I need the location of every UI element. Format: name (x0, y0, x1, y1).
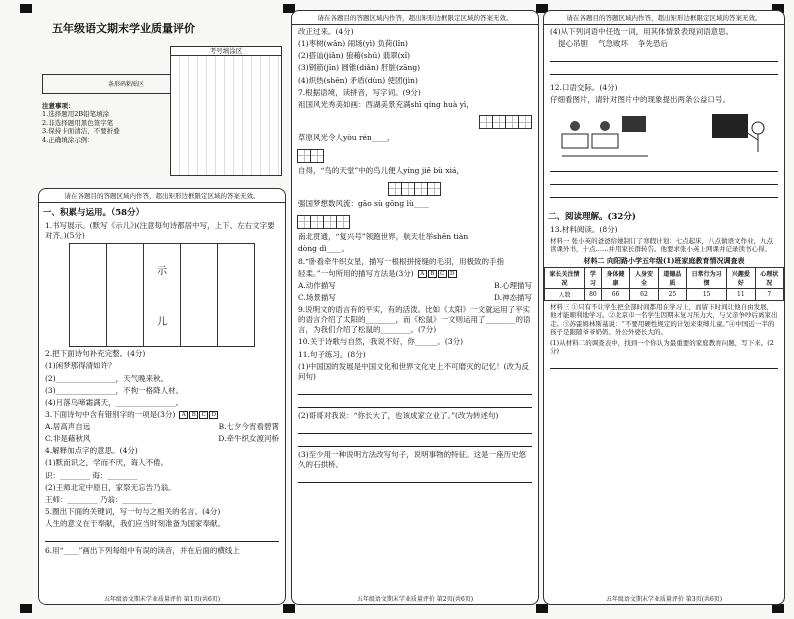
note-item: 1.选择题用2B铅笔填涂 (42, 110, 110, 119)
reading-item[interactable]: (2)搭讪(jiǎn) 狼藉(shǔ) 翡翠(xǐ) (298, 51, 411, 61)
choice-boxes[interactable]: A B C D (418, 270, 457, 278)
question-9[interactable]: 9.说明文的语言有的平实，有的活泼。比如《太阳》一文就运用了平实的语言介绍了太阳的________，而《松鼠》一文则运用了________的语言，为我们介绍了松鼠的________。(7分) (298, 305, 531, 335)
answer-page-2 (291, 10, 539, 605)
barcode-area: 条形码粘贴区 (42, 74, 210, 94)
note-item: 2.非选择题用黑色签字笔 (42, 118, 114, 127)
sentence-task: (1)中国国的发展是中国文化和世界文化史上不可磨灭的记忆！(改为反问句) (298, 361, 530, 381)
option-row: A.动作描写 B.心理描写 (298, 280, 532, 290)
question-5-text: 人生的意义在于奉献，我们应当时刻准备为国家奉献。 (45, 519, 225, 528)
note-item: 4.正确填涂示例： (42, 135, 94, 144)
answer-line[interactable] (550, 175, 778, 185)
question-11: 11.句子练习。(8分) (298, 349, 366, 359)
pinyin-text: dòng dì____。 (298, 244, 350, 254)
answer-page-1 (38, 10, 286, 605)
option-row: C.非是藉秋风 D.牵牛织女渡河桥 (45, 434, 279, 444)
answer-line[interactable]: (2)________________，天气晚来秋。 (45, 373, 169, 383)
question-3: 3.下面诗句中含有错别字的一项是(3分) A B C D (45, 410, 279, 420)
answer-line[interactable] (550, 65, 778, 75)
poem-title-char: 示 (157, 266, 167, 278)
answer-line[interactable] (298, 398, 532, 408)
pinyin-text: 自得，“鸟的天堂”中的鸟儿便人yíng jiē bù xiá， (298, 166, 464, 175)
reading-item[interactable]: (3)钢筋(jīn) 圆锥(diǎn) 肝脏(zāng) (298, 63, 421, 73)
question-8: 8.“卧看牵牛织女星，描写一根根拼接缝的毛羽，用极致的手指 (298, 256, 504, 266)
question-5: 5.圈出下面的关键词，写一句与之相关的名言。(4分) (45, 506, 221, 516)
sentence-task: (3)至少用一种说明方法改写句子，说明事物的特征。这是一座历史悠久的石拱桥。 (298, 450, 527, 470)
question-6-cont: 改正过来。(4分) (298, 27, 354, 36)
page-footer: 五年级语文期末学业质量评价 第1页(共6页) (103, 596, 221, 603)
writing-box[interactable] (69, 243, 255, 347)
word-choices: 提心吊胆 气急败坏 争先恐后 (558, 39, 668, 49)
question-8-cont: 轻柔。”一句所用的描写方法是(3分) A B C D (298, 269, 532, 279)
answer-line[interactable]: (1)闲梦那得清如许？ (45, 361, 116, 371)
notes-title: 注意事项： (42, 102, 75, 110)
answer-line[interactable] (550, 162, 778, 172)
answer-line[interactable] (298, 437, 532, 447)
question-13: 13.材料阅读。(8分) (550, 224, 618, 234)
exam-id-label: 考号填涂区 (171, 47, 281, 56)
option-row: C.场景描写 D.神态描写 (298, 292, 532, 302)
answer-line[interactable] (298, 473, 532, 483)
answer-line[interactable] (550, 188, 778, 198)
char-grid[interactable] (298, 112, 532, 131)
char-grid[interactable] (298, 178, 532, 197)
answer-line[interactable] (550, 359, 778, 369)
sentence-task: (2)哥哥对我说：“你长大了，也该成家立业了。”(改为转述句) (298, 410, 499, 420)
page-footer: 五年级语文期末学业质量评价 第2页(共6页) (356, 596, 474, 603)
reading-item[interactable]: (1)枣树(wǎn) 闹场(yì) 负荷(lǐn) (298, 39, 408, 49)
page-footer: 五年级语文期末学业质量评价 第3页(共6页) (605, 596, 723, 603)
survey-table (544, 267, 784, 301)
answer-notice: 请在各题目的答题区域内作答，超出矩形边框限定区域的答案无效。 (544, 11, 784, 25)
question-12-text: 仔细看图片，请针对图片中的现象提出两条公益口号。 (550, 95, 730, 105)
question-1: 1.书写展示。(默写《示儿》)(注意每句诗都居中写，上下、左右文字要对齐。)(5分) (45, 221, 275, 241)
answer-line[interactable]: (3)________________，不拘一格降人材。 (45, 385, 184, 395)
answer-line[interactable] (550, 52, 778, 62)
notes (42, 102, 166, 144)
note-item: 3.保持卡面清洁，不要折叠 (42, 127, 120, 136)
pinyin-text: 强国梦想数风流：gāo sù gōng lù____ (298, 199, 429, 209)
answer-notice: 请在各题目的答题区域内作答，超出矩形边框限定区域的答案无效。 (39, 189, 285, 203)
answer-line[interactable] (298, 385, 532, 395)
exam-id-area[interactable] (170, 46, 282, 176)
answer-line[interactable] (45, 532, 279, 542)
table-row: 家长关注情况 学习 身体健康 人身安全 道德品质 日常行为习惯 兴趣爱好 心理状况 (545, 267, 784, 288)
registration-mark (20, 604, 32, 613)
section-title: 一、积累与运用。（58分） (43, 208, 145, 218)
exam-title: 五年级语文期末学业质量评价 (52, 22, 195, 35)
answer-line[interactable]: 识：________ 诲：________ (45, 470, 138, 480)
material-1: 材料一 张小英的爸爸给她制订了寒假计划：七点起床，八点做语文作业，九点读课外书，十点……并用家长群转告。他要求张小英上网课并记录读书心得。 (550, 236, 774, 254)
answer-line[interactable]: (4)月落乌啼霜满天，________________。 (45, 397, 184, 407)
question-12: 12.口语交际。(4分) (550, 83, 618, 93)
page1-body (38, 188, 286, 605)
classroom-illustration (560, 110, 768, 158)
char-grid[interactable] (298, 145, 532, 164)
question-13-1: (1)从材料二的调查表中，找到一个你认为最重要的家庭教育问题，写下来。(2分) (550, 338, 774, 356)
question-6: 6.用“____”画出下列每组中有误的读音，并在后面的横线上 (45, 546, 240, 556)
choice-boxes[interactable]: A B C D (179, 411, 218, 419)
registration-mark (20, 4, 32, 13)
answer-line: (2)王师北定中原日，家祭无忘告乃翁。 (45, 482, 176, 492)
table-row: 人数 80 66 62 25 15 11 7 (545, 288, 784, 300)
char-grid[interactable] (298, 211, 532, 230)
poem-title-char: 儿 (157, 317, 167, 329)
section-title: 二、阅读理解。(32分) (548, 211, 636, 222)
material-3: 材料三 ①只有不让学生把全部时间都用在学习上，而留下时间让他自由发展，他才能顺利地学习。②北京市一名学生因期末复习压力大，与父亲争吵后离家出走。③苏霍姆林斯基说：“不要用硬性规定的计划来束缚儿童。”④中国近一半的孩子是跟随爷爷奶奶、外公外婆长大的。 (550, 302, 778, 337)
reading-item[interactable]: (4)炽热(shēn) 矛盾(dùn) 使团(jìn) (298, 75, 418, 85)
answer-line: (1)默而识之，学而不厌，诲人不倦。 (45, 458, 169, 468)
pinyin-text: 南北贯通，“复兴号”领跑世界，航天壮举shēn tiàn (298, 232, 469, 242)
pinyin-text: 祖国风光秀美如画：西湖美景充满shī qíng huà yì， (298, 99, 474, 109)
registration-mark (772, 604, 784, 613)
answer-page-3 (543, 10, 785, 605)
answer-line[interactable]: 王师：________ 乃翁：________ (45, 494, 153, 504)
registration-mark (283, 604, 295, 613)
question-7: 7.根据语境，读拼音，写字词。(9分) (298, 87, 421, 97)
registration-mark (536, 604, 548, 613)
question-10[interactable]: 10.关于诗歌与自然，我说不好，你______。(3分) (298, 337, 464, 347)
question-4: 4.解释加点字的意思。(4分) (45, 446, 138, 456)
question-11-4: (4)从下列词语中任选一词，用其体情景表现词语意思。 (550, 27, 734, 36)
question-2: 2.把下面诗句补充完整。(4分) (45, 349, 146, 359)
option-row: A.居高声自远 B.七夕今宵看碧霄 (45, 422, 279, 431)
material-2-title: 材料二 向阳路小学五年级(1)班家庭教育情况调查表 (583, 255, 745, 265)
answer-line[interactable] (298, 424, 532, 434)
pinyin-text: 草原风光令人yòu rén____， (298, 132, 395, 142)
answer-notice: 请在各题目的答题区域内作答，超出矩形边框限定区域的答案无效。 (292, 11, 538, 25)
